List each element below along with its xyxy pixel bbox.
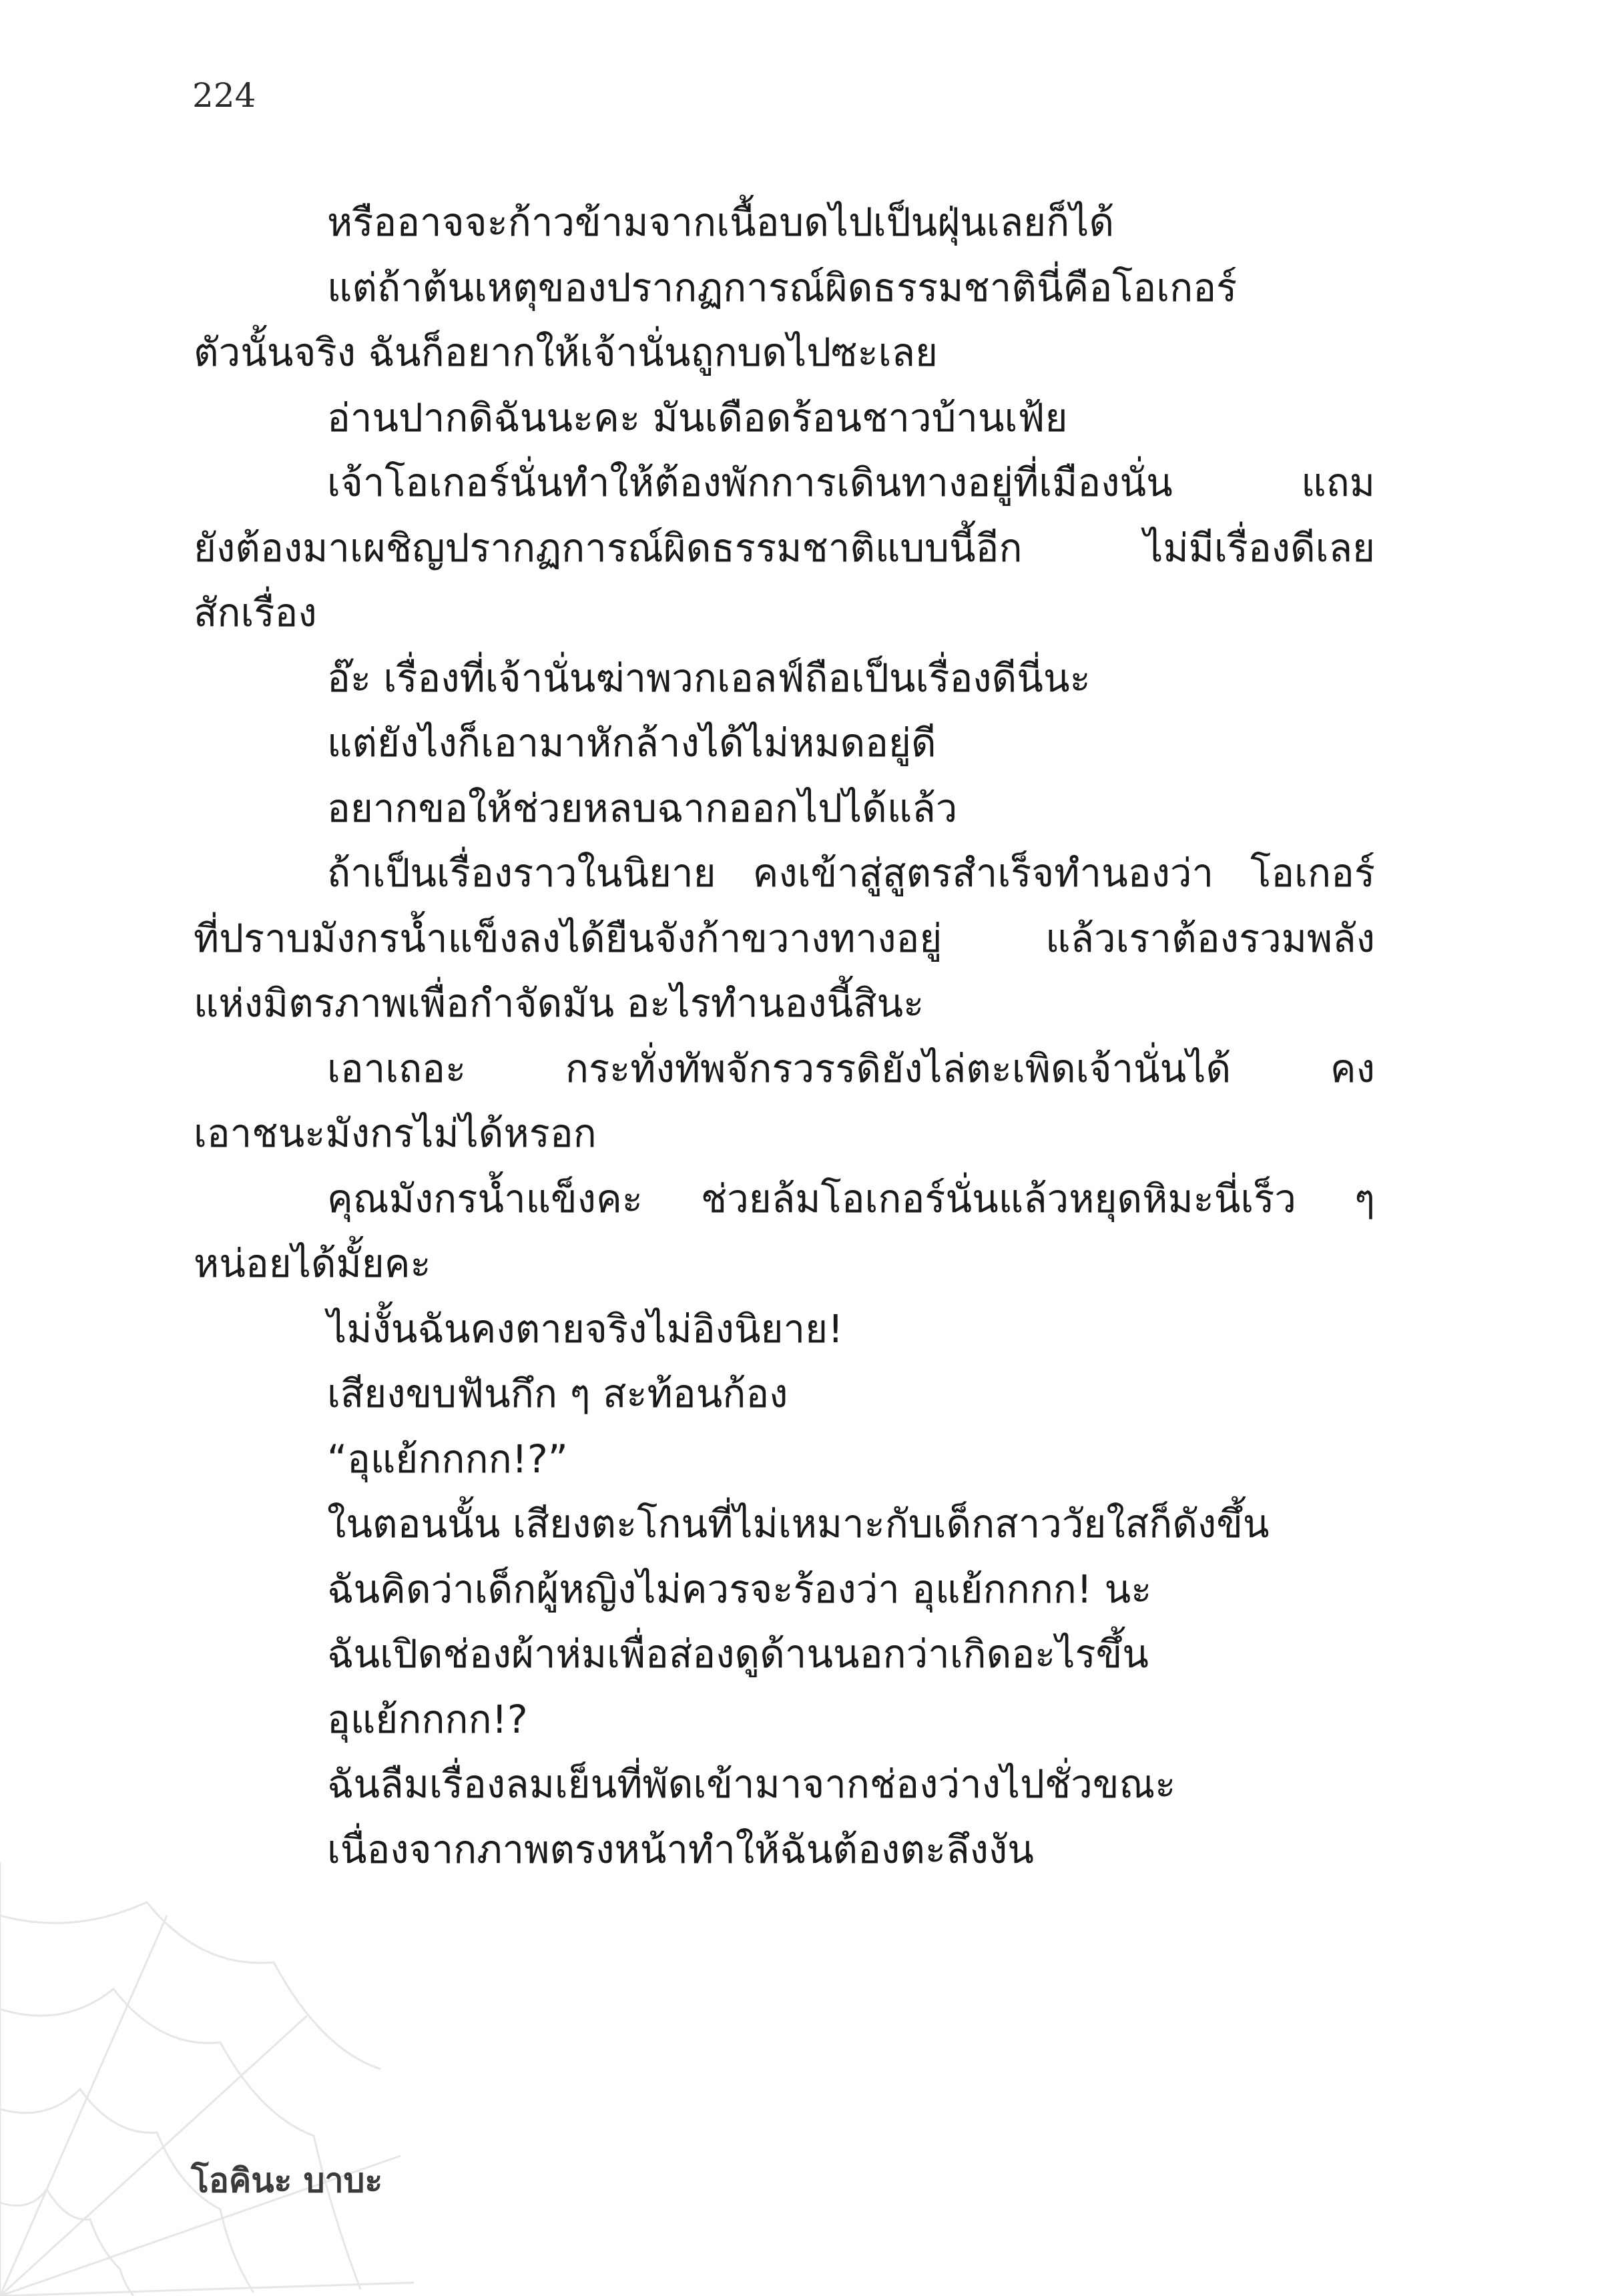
text-line: ถ้าเป็นเรื่องราวในนิยาย คงเข้าสู่สูตรสำเร็จทำนองว่า โอเกอร์ xyxy=(327,850,1375,896)
paragraph-11 xyxy=(194,1297,1375,1362)
text-line: อยากขอให้ช่วยหลบฉากออกไปได้แล้ว xyxy=(327,785,958,831)
text-line: แต่ถ้าต้นเหตุของปรากฏการณ์ผิดธรรมชาตินี่คือโอเกอร์ xyxy=(327,264,1238,310)
text-line: หน่อยได้มั้ยคะ xyxy=(194,1241,431,1286)
text-line: เนื่องจากภาพตรงหน้าทำให้ฉันต้องตะลึงงัน xyxy=(327,1826,1034,1872)
text-line: ฉันเปิดช่องผ้าห่มเพื่อส่องดูด้านนอกว่าเกิดอะไรขึ้น xyxy=(327,1631,1149,1677)
text-line: เจ้าโอเกอร์นั่นทำให้ต้องพักการเดินทางอยู่ที่เมืองนั่น แถม xyxy=(327,460,1375,505)
text-line: อ๊ะ เรื่องที่เจ้านั่นฆ่าพวกเอลฟ์ถือเป็นเรื่องดีนี่นะ xyxy=(327,655,1091,701)
text-line: ที่ปราบมังกรน้ำแข็งลงได้ยืนจังก้าขวางทางอยู่ แล้วเราต้องรวมพลัง xyxy=(194,915,1375,961)
text-line: ในตอนนั้น เสียงตะโกนที่ไม่เหมาะกับเด็กสาววัยใสก็ดังขึ้น xyxy=(327,1501,1270,1546)
text-line: เสียงขบฟันกึก ๆ สะท้อนก้อง xyxy=(327,1371,788,1416)
text-line: ตัวนั้นจริง ฉันก็อยากให้เจ้านั่นถูกบดไปซะเลย xyxy=(194,330,938,375)
paragraph-6 xyxy=(194,711,1375,776)
text-line: แห่งมิตรภาพเพื่อกำจัดมัน อะไรทำนองนี้สินะ xyxy=(194,980,924,1026)
spiderweb-decoration-icon xyxy=(0,1695,414,2296)
paragraph-1 xyxy=(194,190,1375,256)
text-line: อ่านปากดิฉันนะคะ มันเดือดร้อนชาวบ้านเฟ้ย xyxy=(327,394,1068,441)
text-line: ยังต้องมาเผชิญปรากฏการณ์ผิดธรรมชาติแบบนี้อีก ไม่มีเรื่องดีเลย xyxy=(194,525,1375,571)
text-line: เอาเถอะ กระทั่งทัพจักรวรรดิยังไล่ตะเพิดเจ้านั่นได้ คง xyxy=(327,1045,1375,1091)
paragraph-15 xyxy=(194,1557,1375,1623)
paragraph-14 xyxy=(194,1492,1375,1557)
paragraph-13 xyxy=(194,1427,1375,1492)
text-line: สักเรื่อง xyxy=(194,590,317,635)
paragraph-16 xyxy=(194,1622,1375,1687)
paragraph-10 xyxy=(194,1167,1375,1297)
paragraph-8 xyxy=(194,841,1375,1037)
text-line: ฉันลืมเรื่องลมเย็นที่พัดเข้ามาจากช่องว่างไปชั่วขณะ xyxy=(327,1761,1176,1807)
paragraph-4 xyxy=(194,451,1375,646)
text-line: หรืออาจจะก้าวข้ามจากเนื้อบดไปเป็นฝุ่นเลยก็ได้ xyxy=(327,200,1115,245)
paragraph-2 xyxy=(194,256,1375,386)
page-number: 224 xyxy=(192,76,256,115)
paragraph-7 xyxy=(194,776,1375,842)
text-line: คุณมังกรน้ำแข็งคะ ช่วยล้มโอเกอร์นั่นแล้วหยุดหิมะนี่เร็ว ๆ xyxy=(327,1175,1375,1221)
paragraph-12 xyxy=(194,1362,1375,1427)
text-line: ไม่งั้นฉันคงตายจริงไม่อิงนิยาย! xyxy=(327,1306,844,1352)
paragraph-5 xyxy=(194,646,1375,711)
paragraph-9 xyxy=(194,1037,1375,1167)
paragraph-3 xyxy=(194,386,1375,451)
text-line: อุแย้กกกก!? xyxy=(327,1696,528,1742)
text-line: แต่ยังไงก็เอามาหักล้างได้ไม่หมดอยู่ดี xyxy=(327,720,936,766)
text-line: เอาชนะมังกรไม่ได้หรอก xyxy=(194,1111,597,1156)
text-line: “อุแย้กกกก!?” xyxy=(327,1436,568,1482)
text-line: ฉันคิดว่าเด็กผู้หญิงไม่ควรจะร้องว่า อุแย้กกกก! นะ xyxy=(327,1566,1152,1612)
author-name: โอคินะ บาบะ xyxy=(191,2161,383,2200)
body-text xyxy=(194,190,1375,1882)
